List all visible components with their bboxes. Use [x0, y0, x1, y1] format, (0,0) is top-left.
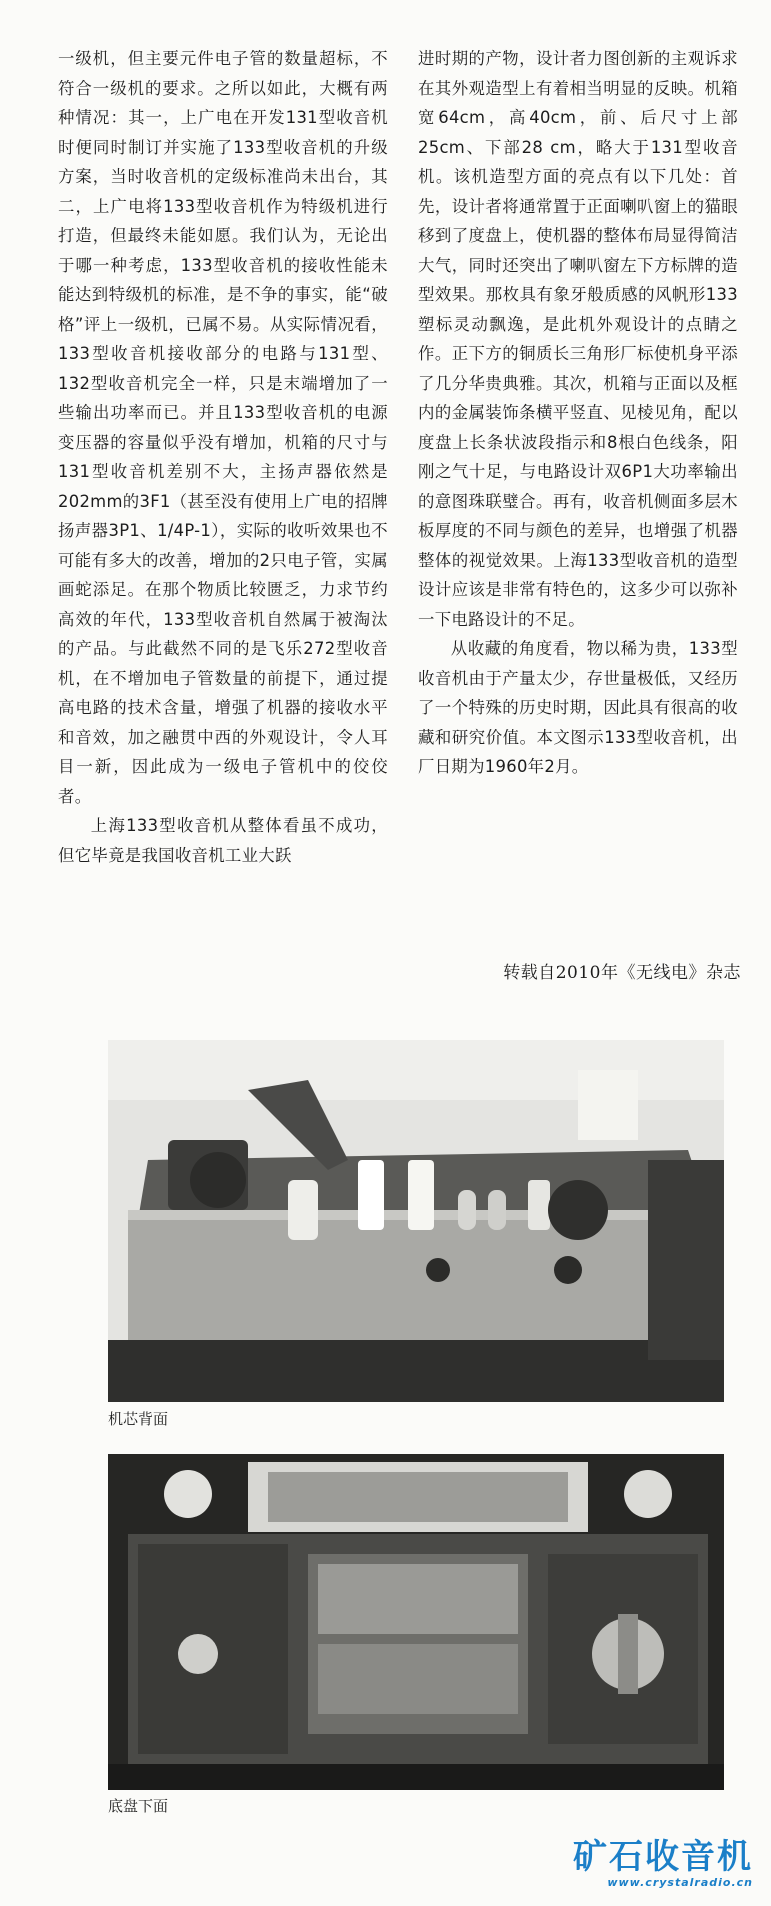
right-paragraph-1: 进时期的产物，设计者力图创新的主观诉求在其外观造型上有着相当明显的反映。机箱宽64cm，高40cm，前、后尺寸上部25cm、下部28 cm，略大于131型收音机。该机造型方面的亮点有以下几处：首先，设计者将通常置于正面喇叭窗上的猫眼移到了度盘上，使机器的整体布局显得简洁大气，同时还突出了喇叭窗左下方标牌的造型效果。那枚具有象牙般质感的风帆形133塑标灵动飘逸，是此机外观设计的点睛之作。正下方的铜质长三角形厂标使机身平添了几分华贵典雅。其次，机箱与正面以及框内的金属装饰条横平竖直、见棱见角，配以度盘上长条状波段指示和8根白色线条，阳刚之气十足，与电路设计双6P1大功率输出的意图珠联璧合。再有，收音机侧面多层木板厚度的不同与颜色的差异，也增强了机器整体的视觉效果。上海133型收音机的造型设计应该是非常有特色的，这多少可以弥补一下电路设计的不足。: [418, 49, 738, 629]
left-paragraph-2: 上海133型收音机从整体看虽不成功，但它毕竟是我国收音机工业大跃: [58, 816, 388, 865]
photo-caption-chassis-rear: 机芯背面: [108, 1410, 169, 1428]
right-paragraph-2: 从收藏的角度看，物以稀为贵，133型收音机由于产量太少，存世量极低，又经历了一个特殊的历史时期，因此具有很高的收藏和研究价值。本文图示133型收音机，出厂日期为1960年2月。: [418, 639, 738, 776]
watermark-url: www.crystalradio.cn: [607, 1876, 753, 1889]
watermark-logo-text: 矿石收音机: [573, 1837, 753, 1877]
left-paragraph-1: 一级机，但主要元件电子管的数量超标，不符合一级机的要求。之所以如此，大概有两种情况：其一，上广电在开发131型收音机时便同时制订并实施了133型收音机的升级方案，当时收音机的定级标准尚未出台，其二，上广电将133型收音机作为特级机进行打造，但最终未能如愿。我们认为，无论出于哪一种考虑，133型收音机的接收性能未能达到特级机的标准，是不争的事实，能“破格”评上一级机，已属不易。从实际情况看，133型收音机接收部分的电路与131型、132型收音机完全一样，只是末端增加了一些输出功率而已。并且133型收音机的电源变压器的容量似乎没有增加，机箱的尺寸与131型收音机差别不大，主扬声器依然是202mm的3F1（甚至没有使用上广电的招牌扬声器3P1、1/4P-1），实际的收听效果也不可能有多大的改善，增加的2只电子管，实属画蛇添足。在那个物质比较匮乏，力求节约高效的年代，133型收音机自然属于被淘汰的产品。与此截然不同的是飞乐272型收音机，在不增加电子管数量的前提下，通过提高电路的技术含量，增强了机器的接收水平和音效，加之融贯中西的外观设计，令人耳目一新，因此成为一级电子管机中的佼佼者。: [58, 49, 388, 806]
watermark-logo: [573, 1838, 753, 1889]
photo-chassis-rear: [108, 1040, 724, 1402]
photo-chassis-bottom: [108, 1454, 724, 1790]
source-note: 转载自2010年《无线电》杂志: [503, 963, 741, 983]
photo-caption-chassis-bottom: 底盘下面: [108, 1797, 169, 1815]
article-left-column: [58, 44, 388, 870]
article-right-column: [418, 44, 738, 782]
